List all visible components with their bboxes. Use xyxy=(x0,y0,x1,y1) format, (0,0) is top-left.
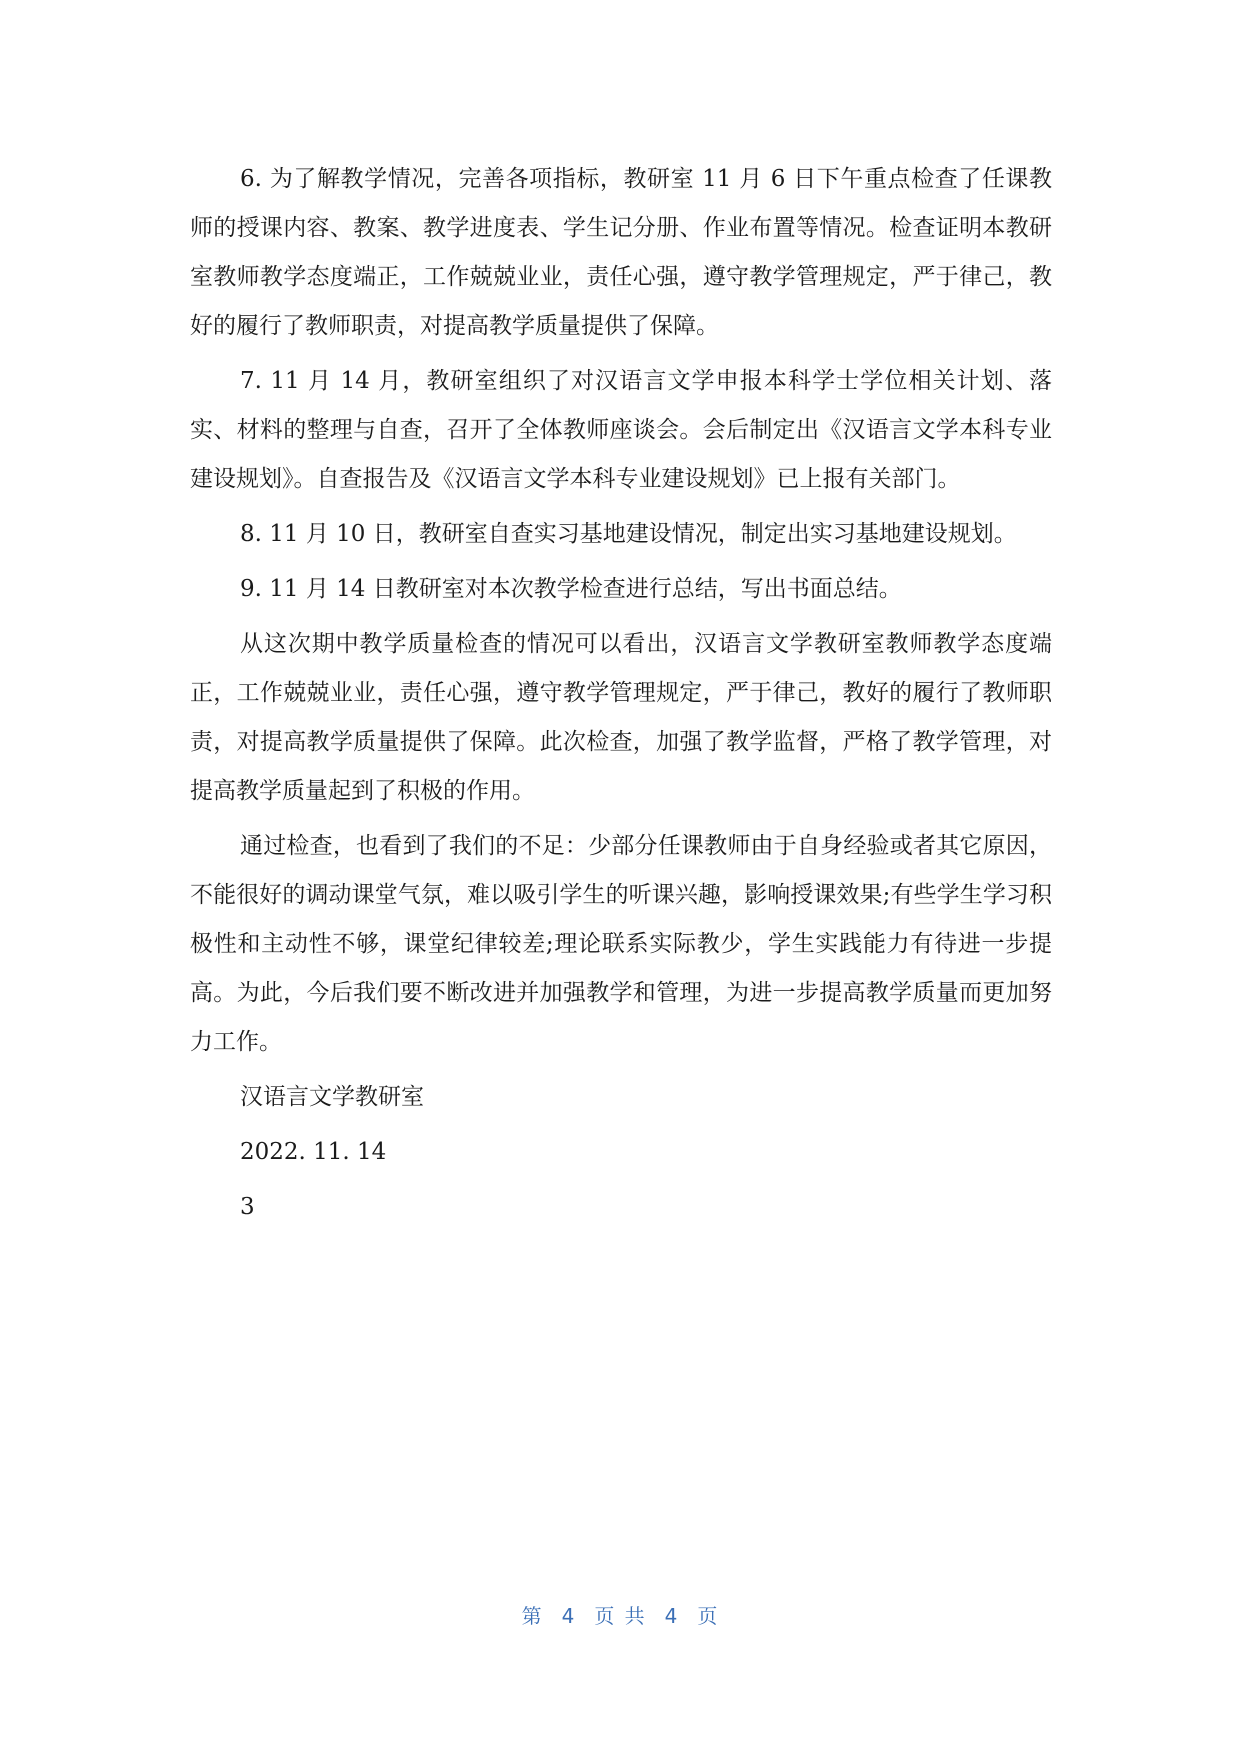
date-text: 2022. 11. 14 xyxy=(240,1139,387,1165)
paragraph-shortcomings: 通过检查，也看到了我们的不足：少部分任课教师由于自身经验或者其它原因，不能很好的调动课堂气氛，难以吸引学生的听课兴趣，影响授课效果;有些学生学习积极性和主动性不够，课堂纪律较差;理论联系实际教少，学生实践能力有待进一步提高。为此，今后我们要不断改进并加强教学和管理，为进一步提高教学质量而更加努力工作。 xyxy=(190,833,1052,1055)
footer-label-end: 页 xyxy=(697,1604,720,1628)
document-body xyxy=(190,155,1052,1238)
footer-label-page: 第 xyxy=(521,1604,544,1628)
signature-text: 汉语言文学教研室 xyxy=(240,1084,424,1110)
footer-label-of: 页 共 xyxy=(594,1604,647,1628)
paragraph-summary: 从这次期中教学质量检查的情况可以看出，汉语言文学教研室教师教学态度端正，工作兢兢业业，责任心强，遵守教学管理规定，严于律己，教好的履行了教师职责，对提高教学质量提供了保障。此次检查，加强了教学监督，严格了教学管理，对提高教学质量起到了积极的作用。 xyxy=(190,631,1052,804)
footer-total-pages: 4 xyxy=(664,1604,680,1628)
paragraph-item-8: 8. 11 月 10 日，教研室自查实习基地建设情况，制定出实习基地建设规划。 xyxy=(240,521,1017,547)
paragraph-item-9: 9. 11 月 14 日教研室对本次教学检查进行总结，写出书面总结。 xyxy=(240,576,902,602)
paragraph-item-7: 7. 11 月 14 月，教研室组织了对汉语言文学申报本科学士学位相关计划、落实、材料的整理与自查，召开了全体教师座谈会。会后制定出《汉语言文学本科专业建设规划》。自查报告及《汉语言文学本科专业建设规划》已上报有关部门。 xyxy=(190,368,1052,492)
page-footer xyxy=(0,1600,1241,1629)
paragraph-item-6: 6. 为了解教学情况，完善各项指标，教研室 11 月 6 日下午重点检查了任课教师的授课内容、教案、教学进度表、学生记分册、作业布置等情况。检查证明本教研室教师教学态度端正，工作兢兢业业，责任心强，遵守教学管理规定，严于律己，教好的履行了教师职责，对提高教学质量提供了保障。 xyxy=(190,166,1052,339)
footer-current-page: 4 xyxy=(561,1604,577,1628)
page-marker-text: 3 xyxy=(240,1194,255,1220)
